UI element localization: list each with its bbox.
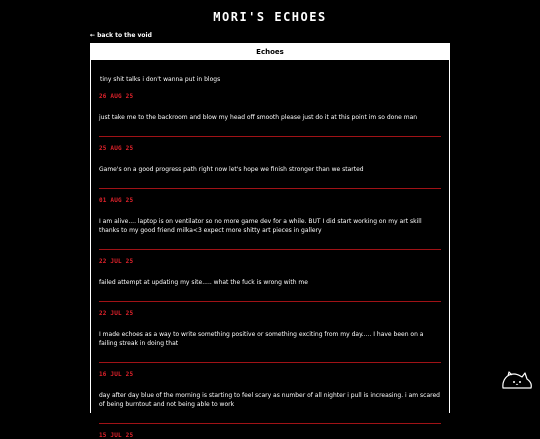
echo-entry [91,145,449,189]
echo-entry [91,93,449,137]
entry-date: 01 AUG 25 [99,197,134,204]
entry-date: 15 JUL 25 [99,432,134,439]
entry-date: 22 JUL 25 [99,310,134,317]
echoes-panel [90,43,450,439]
echo-entry [91,310,449,363]
entry-divider [99,136,441,137]
back-link[interactable]: ← back to the void [90,32,152,39]
entry-text: day after day blue of the morning is starting to feel scary as number of all nighter i pull is increasing. i am scared of being burntout and not being able to work [99,392,440,408]
entry-text: just take me to the backroom and blow my head off smooth please just do it at this point im so done man [99,114,418,121]
entry-text: I made echoes as a way to write something positive or something exciting from my day..... I have been on a failing streak in doing that [99,331,424,347]
entry-date: 16 JUL 25 [99,371,134,378]
entry-text: I am alive.... laptop is on ventilator so no more game dev for a while. BUT I did start working on my art skill thanks to my good friend milka<3 expect more shitty art pieces in gallery [99,218,422,234]
entry-divider [99,423,441,424]
entry-divider [99,301,441,302]
entry-date: 22 JUL 25 [99,258,134,265]
echo-entry [91,197,449,250]
panel-intro: tiny shit talks i don't wanna put in blogs [100,76,221,83]
entry-text: failed attempt at updating my site..... what the fuck is wrong with me [99,279,308,286]
entry-divider [99,249,441,250]
echo-entry [91,258,449,302]
echo-entry [91,432,449,439]
entry-text: Game's on a good progress path right now let's hope we finish stronger than we started [99,166,364,173]
entry-date: 26 AUG 25 [99,93,134,100]
echo-entry [91,371,449,424]
blob-cat-icon[interactable] [500,368,534,392]
page-title: MORI'S ECHOES [213,10,327,24]
entry-divider [99,188,441,189]
panel-header: Echoes [91,44,449,60]
entry-divider [99,362,441,363]
entry-date: 25 AUG 25 [99,145,134,152]
